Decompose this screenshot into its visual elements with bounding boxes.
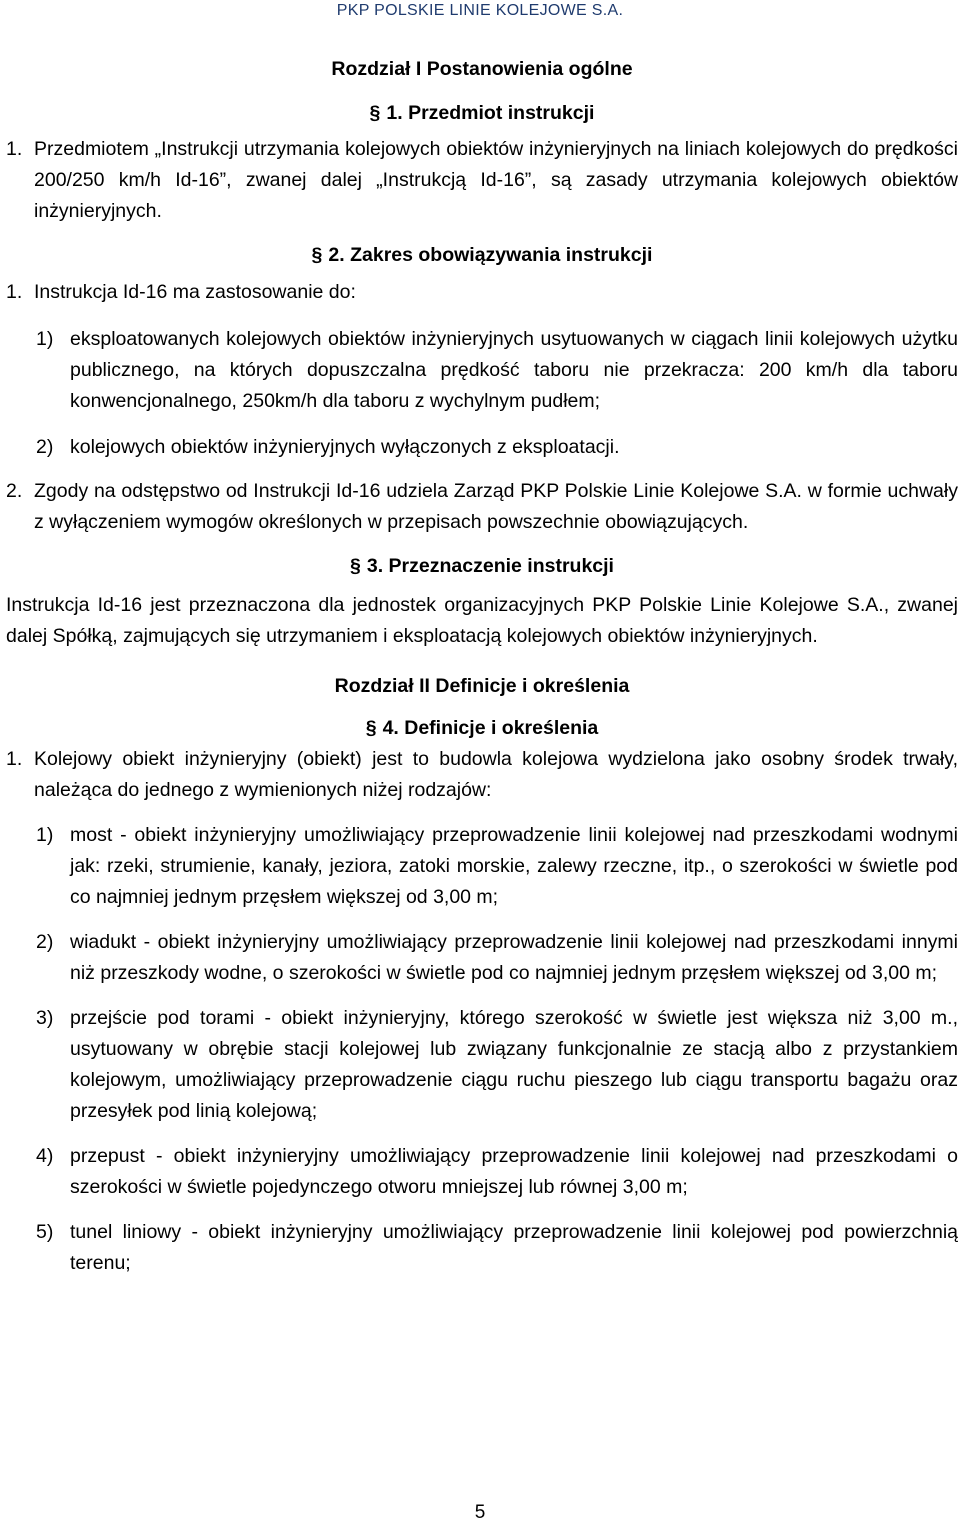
paragraph [6, 277, 958, 308]
page-header: PKP POLSKIE LINIE KOLEJOWE S.A. [336, 2, 624, 19]
section-title: 1. Przedmiot instrukcji [386, 102, 595, 124]
list-item [6, 1217, 958, 1279]
list-item [6, 820, 958, 913]
section-heading-1 [6, 98, 958, 129]
paragraph [6, 476, 958, 538]
document-body [6, 48, 958, 1279]
list-item-number: 2) [36, 931, 54, 953]
list-item-text: kolejowych obiektów inżynieryjnych wyłączonych z eksploatacji. [70, 436, 620, 458]
list-item-text: eksploatowanych kolejowych obiektów inżynieryjnych usytuowanych w ciągach linii kolejowych użytku publicznego, na których dopuszczalna prędkość taboru nie przekracza: 200 km/h dla taboru konwencjonalnego, 250km/h dla taboru z wychylnym pudłem; [70, 328, 958, 412]
paragraph-text: Instrukcja Id-16 jest przeznaczona dla jednostek organizacyjnych PKP Polskie Linie Kolejowe S.A., zwanej dalej Spółką, zajmujących się utrzymaniem i eksploatacją kolejowych obiektów inżynieryjnych. [6, 594, 958, 647]
list-item [6, 324, 958, 417]
chapter-title-2: Rozdział II Definicje i określenia [334, 675, 630, 697]
paragraph-text: Instrukcja Id-16 ma zastosowanie do: [34, 281, 356, 303]
list-item-text: przepust - obiekt inżynieryjny umożliwiający przeprowadzenie linii kolejowej nad przeszkodami o szerokości w świetle pojedynczego otworu mniejszej lub równej 3,00 m; [70, 1145, 958, 1198]
list-item-text: most - obiekt inżynieryjny umożliwiający przeprowadzenie linii kolejowej nad przeszkodami wodnymi jak: rzeki, strumienie, kanały, jeziora, zatoki morskie, zalewy rzeczne, itp., o szerokości w świetle pod co najmniej jednym przęsłem większej od 3,00 m; [70, 824, 958, 908]
list-item [6, 1003, 958, 1127]
paragraph-text: Kolejowy obiekt inżynieryjny (obiekt) jest to budowla kolejowa wydzielona jako osobny środek trwały, należąca do jednego z wymienionych niżej rodzajów: [34, 748, 958, 801]
section-sign: § [369, 102, 381, 124]
list-item-text: przejście pod torami - obiekt inżynieryjny, którego szerokość w świetle jest większa niż 3,00 m., usytuowany w obrębie stacji kolejowej lub związany funkcjonalnie ze stacją albo z przystankiem kolejowym, umożliwiający przeprowadzenie ciągu ruchu pieszego lub ciągu transportu bagażu oraz przesyłek pod linią kolejową; [70, 1007, 958, 1122]
list-item [6, 927, 958, 989]
paragraph-text: Przedmiotem „Instrukcji utrzymania kolejowych obiektów inżynieryjnych na liniach kolejowych do prędkości 200/250 km/h Id-16”, zwanej dalej „Instrukcją Id-16”, są zasady utrzymania kolejowych obiektów inżynieryjnych. [34, 138, 958, 222]
section-title: 4. Definicje i określenia [382, 717, 599, 739]
list-item-number: 1) [36, 328, 54, 350]
paragraph-text: Zgody na odstępstwo od Instrukcji Id-16 udziela Zarząd PKP Polskie Linie Kolejowe S.A. w formie uchwały z wyłączeniem wymogów określonych w przepisach powszechnie obowiązujących. [34, 480, 958, 533]
section-heading-4 [6, 713, 958, 744]
paragraph [6, 134, 958, 227]
section-title: 2. Zakres obowiązywania instrukcji [328, 244, 653, 266]
section-title: 3. Przeznaczenie instrukcji [366, 555, 614, 577]
chapter-title-1: Rozdział I Postanowienia ogólne [331, 58, 633, 80]
section-sign: § [311, 244, 323, 266]
section-heading-3 [6, 551, 958, 582]
list-item [6, 432, 958, 463]
list-item-number: 4) [36, 1145, 54, 1167]
page-number: 5 [474, 1502, 486, 1523]
list-item-number: 1) [36, 824, 54, 846]
paragraph-number: 1. [6, 138, 23, 160]
list-item-number: 2) [36, 436, 54, 458]
list-item-text: tunel liniowy - obiekt inżynieryjny umożliwiający przeprowadzenie linii kolejowej pod powierzchnią terenu; [70, 1221, 958, 1274]
list-item-text: wiadukt - obiekt inżynieryjny umożliwiający przeprowadzenie linii kolejowej nad przeszkodami innymi niż przeszkody wodne, o szerokości w świetle pod co najmniej jednym przęsłem większej od 3,00 m; [70, 931, 958, 984]
section-heading-2 [6, 240, 958, 271]
paragraph-number: 1. [6, 281, 23, 303]
paragraph [6, 744, 958, 806]
list-item-number: 3) [36, 1007, 54, 1029]
list-item-number: 5) [36, 1221, 54, 1243]
paragraph-number: 2. [6, 480, 23, 502]
section-sign: § [350, 555, 361, 577]
list-item [6, 1141, 958, 1203]
section-sign: § [365, 717, 377, 739]
paragraph-number: 1. [6, 748, 23, 770]
